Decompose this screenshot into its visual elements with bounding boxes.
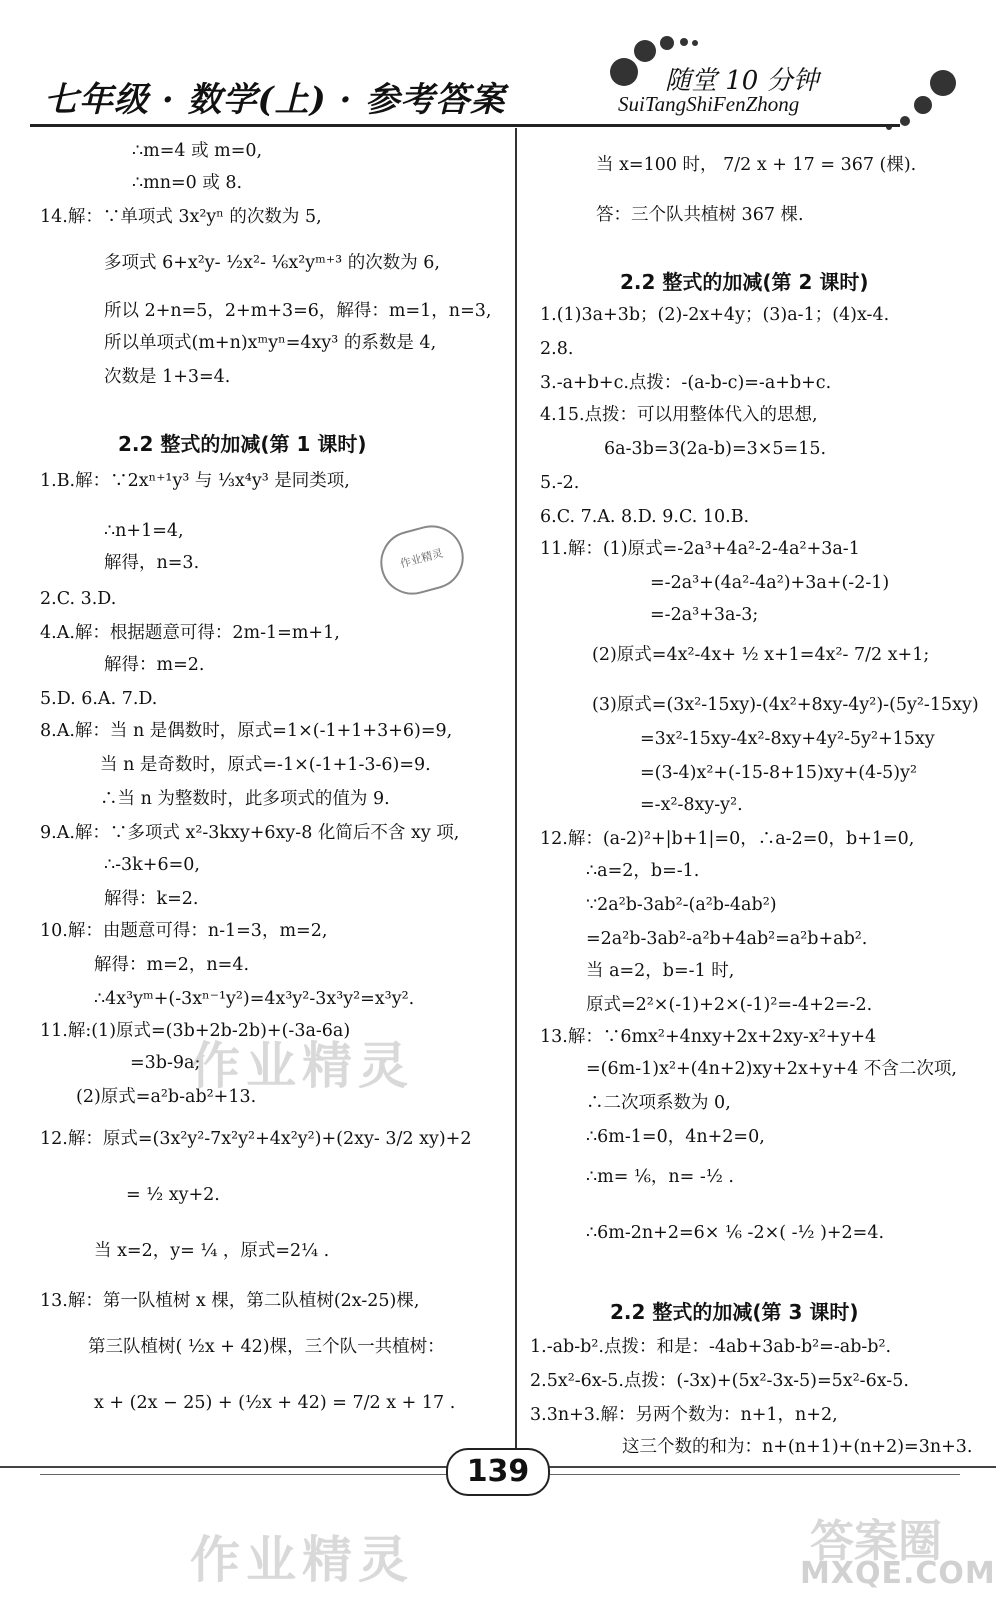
decor-dot — [900, 116, 910, 126]
column-divider — [515, 128, 517, 1458]
answer-line: 12.解：原式=(3x²y²-7x²y²+4x²y²)+(2xy- 3/2 xy)+2 — [40, 1129, 472, 1149]
answer-line: 5.-2. — [540, 473, 580, 493]
answer-line: 8.A.解：当 n 是偶数时，原式=1×(-1+1+3+6)=9, — [40, 721, 453, 741]
answer-line: 多项式 6+x²y- ½x²- ⅙x²yᵐ⁺³ 的次数为 6, — [104, 253, 440, 273]
answer-line: ∴a=2，b=-1. — [586, 861, 700, 881]
answer-line: 原式=2²×(-1)+2×(-1)²=-4+2=-2. — [586, 995, 873, 1015]
answer-line: 6a-3b=3(2a-b)=3×5=15. — [604, 439, 827, 459]
answer-line: 1.(1)3a+3b；(2)-2x+4y；(3)a-1；(4)x-4. — [540, 305, 890, 325]
answer-line: ∴n+1=4, — [104, 521, 184, 541]
answer-line: 4.15.点拨：可以用整体代入的思想, — [540, 405, 818, 425]
answer-line: =3b-9a; — [130, 1053, 201, 1073]
decor-dot — [610, 58, 638, 86]
answer-line: 解得：m=2，n=4. — [94, 955, 250, 975]
answer-line: ∵2a²b-3ab²-(a²b-4ab²) — [586, 895, 777, 915]
answer-line: 2.5x²-6x-5.点拨：(-3x)+(5x²-3x-5)=5x²-6x-5. — [530, 1371, 909, 1391]
answer-line: 9.A.解：∵多项式 x²-3kxy+6xy-8 化简后不含 xy 项, — [40, 823, 460, 843]
answer-line: =-x²-8xy-y². — [640, 795, 743, 815]
answer-line: 当 x=100 时， 7/2 x + 17 = 367 (棵). — [596, 155, 917, 175]
answer-line: 第三队植树( ½x + 42)棵，三个队一共植树： — [88, 1337, 445, 1357]
answer-line: 14.解：∵单项式 3x²yⁿ 的次数为 5, — [40, 207, 322, 227]
section-title-lesson-3: 2.2 整式的加减(第 3 课时) — [610, 1300, 859, 1324]
answer-line: 解得：m=2. — [104, 655, 205, 675]
answer-line: 当 a=2，b=-1 时, — [586, 961, 735, 981]
watermark-url: MXQE.COM — [800, 1556, 996, 1591]
answer-line: 2.C. 3.D. — [40, 589, 117, 609]
answer-line: 答：三个队共植树 367 棵. — [596, 205, 804, 225]
answer-line: (2)原式=a²b-ab²+13. — [76, 1087, 257, 1107]
answer-line: 10.解：由题意可得：n-1=3，m=2, — [40, 921, 328, 941]
decor-dot — [692, 40, 698, 46]
answer-line: ∴-3k+6=0, — [104, 855, 200, 875]
answer-line: 4.A.解：根据题意可得：2m-1=m+1, — [40, 623, 340, 643]
answer-line: 12.解：(a-2)²+|b+1|=0，∴a-2=0，b+1=0, — [540, 829, 915, 849]
answer-line: ∴6m-1=0，4n+2=0, — [586, 1127, 765, 1147]
answer-line: = ½ xy+2. — [126, 1185, 220, 1205]
answer-line: =(3-4)x²+(-15-8+15)xy+(4-5)y² — [640, 763, 918, 783]
answer-line: ∴二次项系数为 0, — [586, 1093, 731, 1113]
answer-line: ∴mn=0 或 8. — [132, 173, 243, 193]
answer-line: ∴m= ⅙，n= -½ . — [586, 1167, 734, 1187]
page-header — [0, 0, 996, 140]
answer-line: (2)原式=4x²-4x+ ½ x+1=4x²- 7/2 x+1; — [592, 645, 930, 665]
decor-dot — [660, 36, 674, 50]
answer-line: x + (2x − 25) + (½x + 42) = 7/2 x + 17 . — [94, 1393, 456, 1413]
answer-line: 13.解：第一队植树 x 棵，第二队植树(2x-25)棵, — [40, 1291, 420, 1311]
answer-line: 所以 2+n=5，2+m+3=6，解得：m=1，n=3, — [104, 301, 492, 321]
answer-line: 次数是 1+3=4. — [104, 367, 231, 387]
decor-dot — [680, 38, 688, 46]
answer-line: =-2a³+3a-3; — [650, 605, 759, 625]
page-number-badge — [446, 1448, 550, 1496]
answer-line: 1.-ab-b².点拨：和是：-4ab+3ab-b²=-ab-b². — [530, 1337, 892, 1357]
decor-dot — [930, 70, 956, 96]
decor-dot — [634, 40, 656, 62]
answer-line: 解得：k=2. — [104, 889, 199, 909]
header-rule — [30, 124, 900, 127]
answer-line: 6.C. 7.A. 8.D. 9.C. 10.B. — [540, 507, 750, 527]
watermark-text: 作业精灵 — [190, 1037, 414, 1095]
section-title-lesson-2: 2.2 整式的加减(第 2 课时) — [620, 270, 869, 294]
brand-title: 随堂 10 分钟 — [665, 66, 819, 96]
answer-line: 2.8. — [540, 339, 574, 359]
decor-dot — [914, 96, 932, 114]
answer-line: ∴当 n 为整数时，此多项式的值为 9. — [100, 789, 390, 809]
watermark-logo: 答案圈 — [810, 1516, 942, 1567]
answer-line: 5.D. 6.A. 7.D. — [40, 689, 158, 709]
answer-line: ∴m=4 或 m=0, — [132, 141, 263, 161]
answer-line: 当 n 是奇数时，原式=-1×(-1+1-3-6)=9. — [100, 755, 431, 775]
answer-line: 当 x=2，y= ¼ ，原式=2¼ . — [94, 1241, 330, 1261]
answer-line: 3.-a+b+c.点拨：-(a-b-c)=-a+b+c. — [540, 373, 832, 393]
answer-line: 这三个数的和为：n+(n+1)+(n+2)=3n+3. — [622, 1437, 973, 1457]
page-number: 139 — [466, 1454, 530, 1489]
stamp-watermark: 作业精灵 — [373, 518, 471, 602]
answer-line: =-2a³+(4a²-4a²)+3a+(-2-1) — [650, 573, 890, 593]
answer-line: 11.解:(1)原式=(3b+2b-2b)+(-3a-6a) — [40, 1021, 351, 1041]
answer-line: 1.B.解：∵2xⁿ⁺¹y³ 与 ⅓x⁴y³ 是同类项, — [40, 471, 350, 491]
answer-line: ∴4x³yᵐ+(-3xⁿ⁻¹y²)=4x³y²-3x³y²=x³y². — [94, 989, 415, 1009]
answer-line: =3x²-15xy-4x²-8xy+4y²-5y²+15xy — [640, 729, 935, 749]
answer-line: (3)原式=(3x²-15xy)-(4x²+8xy-4y²)-(5y²-15xy) — [592, 695, 979, 715]
answer-line: =(6m-1)x²+(4n+2)xy+2x+y+4 不含二次项, — [586, 1059, 957, 1079]
watermark-text-bottom: 作业精灵 — [190, 1531, 414, 1589]
answer-line: 所以单项式(m+n)xᵐyⁿ=4xy³ 的系数是 4, — [104, 333, 437, 353]
answer-line: =2a²b-3ab²-a²b+4ab²=a²b+ab². — [586, 929, 868, 949]
answer-line: 11.解：(1)原式=-2a³+4a²-2-4a²+3a-1 — [540, 539, 860, 559]
section-title-lesson-1: 2.2 整式的加减(第 1 课时) — [118, 432, 367, 456]
page-title: 七年级 · 数学(上) · 参考答案 — [44, 80, 506, 120]
answer-line: 解得，n=3. — [104, 553, 200, 573]
answer-line: 13.解：∵6mx²+4nxy+2x+2xy-x²+y+4 — [540, 1027, 877, 1047]
answer-line: ∴6m-2n+2=6× ⅙ -2×( -½ )+2=4. — [586, 1223, 885, 1243]
brand-subtitle: SuiTangShiFenZhong — [618, 92, 800, 116]
answer-line: 3.3n+3.解：另两个数为：n+1，n+2, — [530, 1405, 838, 1425]
